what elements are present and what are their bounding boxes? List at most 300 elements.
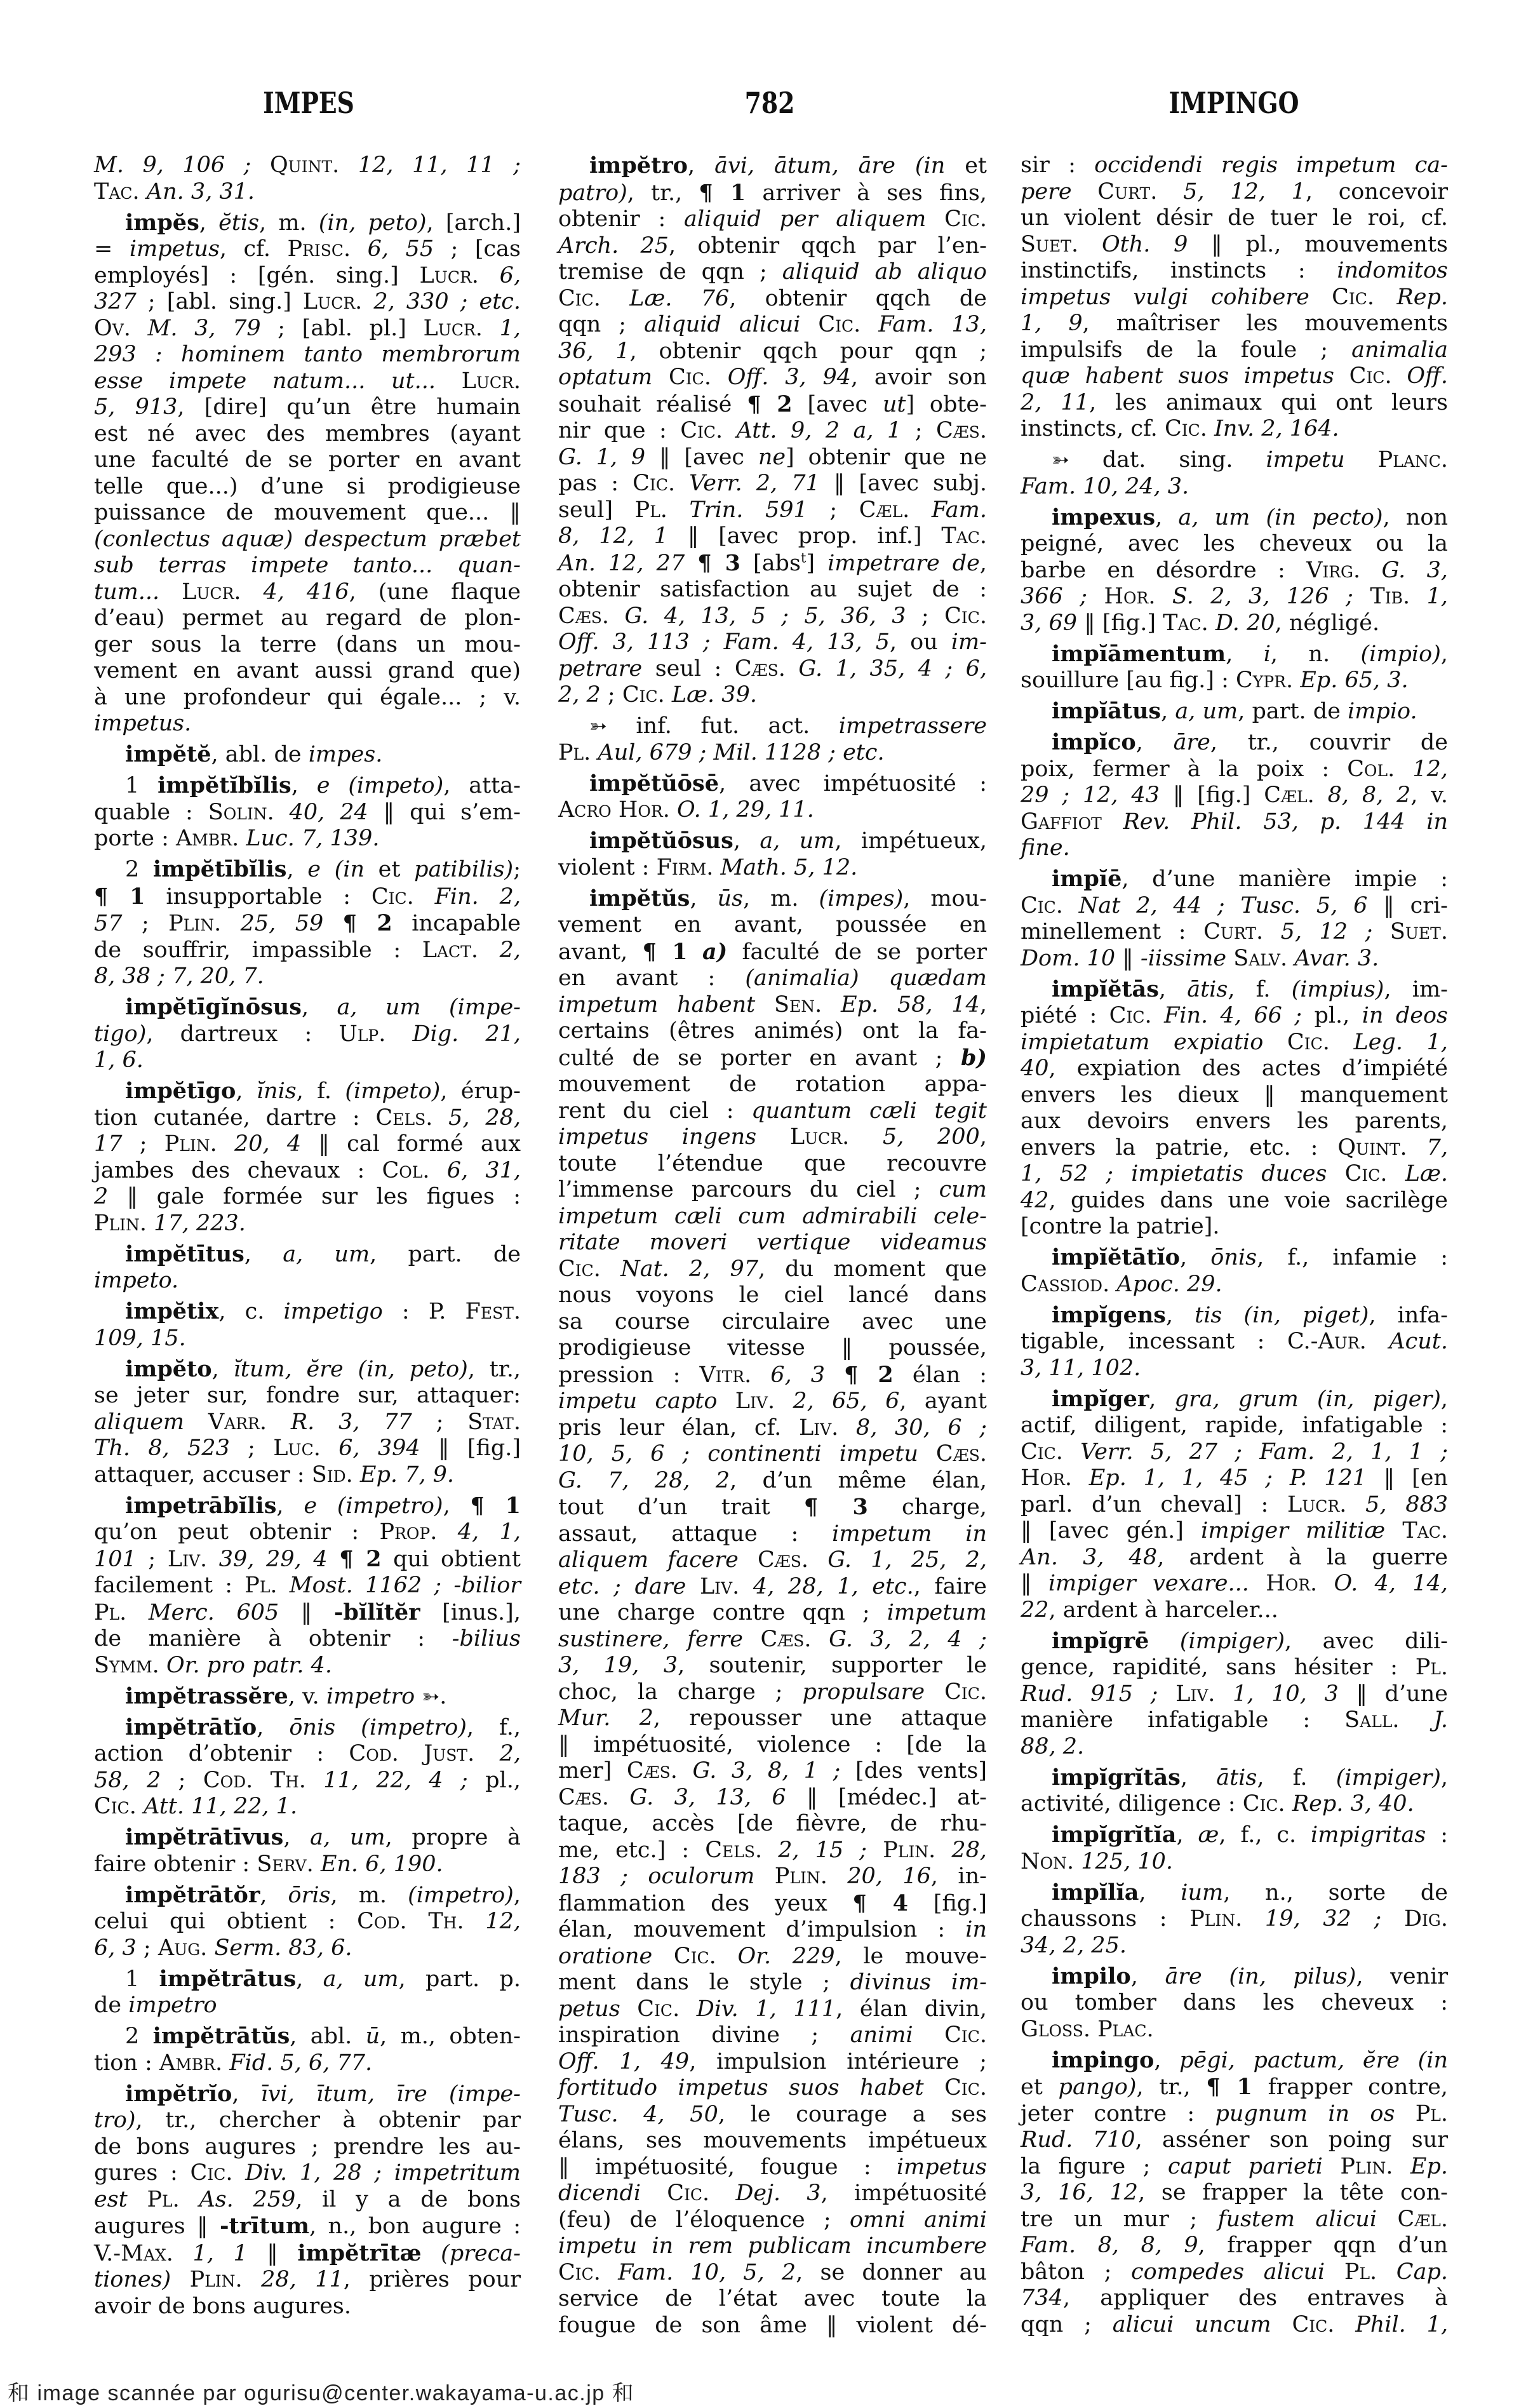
italic-text: aliquid ab aliquo [782, 259, 987, 285]
text-line: impĕtītus, a, um, part. de [125, 1240, 521, 1267]
dictionary-entry [1021, 1764, 1448, 1818]
text-line: la figure ; caput parieti Plin. Ep. [1021, 2153, 1448, 2179]
text-line [94, 1653, 521, 1679]
italic-text: Att. 11, 22, 1. [144, 1794, 298, 1819]
italic-text: tum... [94, 579, 160, 605]
author-abbreviation: Quint. [269, 152, 340, 178]
text-line: impĭātus, a, um, part. de impio. [1052, 698, 1417, 724]
dictionary-entry [558, 713, 987, 766]
italic-text: 6, 3 [94, 1935, 137, 1961]
author-abbreviation: Liv. [167, 1546, 208, 1572]
text-line: V.-Max. 1, 1 ‖ impĕtrītæ (preca- [94, 2240, 521, 2266]
italic-text: (impius) [1291, 976, 1384, 1002]
headword: impĭco [1052, 729, 1136, 755]
text-line [558, 740, 987, 767]
italic-text: āre (in, pilus) [1165, 1963, 1356, 1989]
dictionary-entry [558, 828, 987, 881]
italic-text: impetu capto [558, 1388, 718, 1414]
author-abbreviation: Pl. [1415, 2100, 1448, 2127]
italic-text: ātis [1187, 976, 1228, 1002]
text-line: certains (êtres animés) ont la fa- [558, 1018, 987, 1044]
headword: impĕtrĭo [125, 2080, 232, 2107]
sense-marker: ¶ 1 [1206, 2074, 1252, 2100]
text-line: 2, 2 ; Cic. Læ. 39. [558, 682, 757, 708]
text-line: = impetus, cf. Prisc. 6, 55 ; [cas [94, 236, 521, 262]
text-line: barbe en désordre : Virg. G. 3, [1021, 557, 1448, 583]
text-line: impĕtŭōsus, a, um, impétueux, [589, 828, 987, 854]
italic-text: im- [951, 629, 987, 655]
author-abbreviation: Cæs. [558, 603, 610, 629]
author-abbreviation: Suet. [1389, 919, 1448, 944]
text-line: aliquem Varr. R. 3, 77 ; Stat. [94, 1409, 521, 1435]
text-line: bâton ; compedes alicui Pl. Cap. [1021, 2259, 1448, 2285]
italic-text: optatum [558, 365, 653, 390]
italic-text: G. 1, 9 [558, 444, 646, 470]
italic-text: occidendi regis impetum ca- [1094, 152, 1448, 178]
author-abbreviation: Cæs. [558, 1784, 610, 1810]
sense-marker: ¶ 1 [642, 938, 688, 965]
text-line: piété : Cic. Fin. 4, 66 ; pl., in deos [1021, 1003, 1448, 1028]
text-line: Rud. 915 ; Liv. 1, 10, 3 ‖ d’une [1021, 1681, 1448, 1707]
italic-text: impetus [896, 2154, 987, 2180]
headword: impĕtĭbĭlis [157, 772, 291, 798]
text-line: obtenir : aliquid per aliquem Cic. [558, 206, 987, 232]
text-line: Hor. Ep. 1, 1, 45 ; P. 121 ‖ [en [1021, 1465, 1448, 1491]
text-line: Ov. M. 3, 79 ; [abl. pl.] Lucr. 1, [94, 315, 521, 341]
text-line: Tusc. 4, 50, le courage a ses [558, 2101, 988, 2127]
author-abbreviation: Cæl. [859, 497, 910, 523]
italic-text: 17 [94, 1131, 123, 1157]
italic-text: 1, 9 [1021, 311, 1083, 336]
sense-marker: ¶ 3 [803, 1494, 868, 1520]
italic-text: 1, [1426, 584, 1448, 609]
italic-text: 2, 65, 6 [793, 1388, 900, 1414]
text-line: tout d’un trait ¶ 3 charge, [558, 1494, 987, 1520]
italic-text: 57 [94, 911, 123, 936]
italic-text: pēgi, pactum, ĕre (in [1179, 2047, 1448, 2073]
text-line [1021, 809, 1448, 836]
author-abbreviation: Stat. [467, 1409, 521, 1435]
headword: -bĭlĭtĕr [333, 1599, 420, 1625]
text-line: (feu) de l’éloquence ; omni animi [558, 2207, 987, 2233]
arrow-icon: ➳ [422, 1683, 440, 1709]
italic-text: e (in [307, 857, 365, 882]
text-line: G. 7, 28, 2, d’un même élan, [558, 1467, 987, 1493]
text-line: [contre la patrie]. [1021, 1214, 1220, 1239]
text-line: ‖ [avec gén.] impiger militiæ Tac. [1021, 1518, 1448, 1543]
author-abbreviation: Plin. [94, 1210, 147, 1236]
italic-text: Ep. 65, 3. [1300, 668, 1409, 693]
italic-text: Off. 3, 113 ; Fam. 4, 13, 5 [558, 629, 890, 655]
italic-text: Th. 8, 523 [94, 1435, 230, 1461]
italic-text: Ep. 58, 14 [841, 991, 980, 1018]
italic-text: 28, 11 [261, 2267, 344, 2292]
italic-text: 1, 6. [94, 1047, 144, 1073]
text-line [1021, 1439, 1448, 1466]
text-line: flammation des yeux ¶ 4 [fig.] [558, 1890, 987, 1916]
italic-text: 4, 28, 1, etc. [753, 1573, 914, 1599]
dictionary-entry [1021, 504, 1448, 637]
text-line: G. 1, 9 ‖ [avec ne] obtenir que ne [558, 444, 987, 470]
italic-text: impetus vulgi cohibere [1021, 284, 1309, 310]
text-line [1021, 1272, 1448, 1298]
italic-text: (preca- [441, 2240, 521, 2266]
italic-text: 2, [499, 1741, 521, 1766]
italic-text: Or. 229 [737, 1943, 835, 1969]
text-line: tiones) Plin. 28, 11, prières pour [94, 2267, 521, 2292]
italic-text: G. 1, 35, 4 ; 6, [798, 655, 987, 682]
author-abbreviation: Cic. [1021, 892, 1063, 918]
text-line [94, 179, 521, 206]
italic-text: 734 [1021, 2285, 1063, 2311]
text-line: impĕtix, c. impetigo : P. Fest. [125, 1298, 521, 1324]
italic-text: Dom. 10 [1021, 945, 1116, 971]
author-abbreviation: Cic. [944, 603, 987, 629]
italic-text: quæ habent suos impetus [1021, 363, 1334, 389]
italic-text: 17, 223. [154, 1210, 246, 1236]
text-line: parl. d’un cheval] : Lucr. 5, 883 [1021, 1491, 1448, 1517]
headword: impĕtrātŏr [125, 1881, 260, 1908]
author-abbreviation: Cic. [669, 365, 711, 390]
headword: impĕtīgĭnōsus [125, 994, 302, 1020]
dictionary-entry [94, 1298, 521, 1352]
text-line: vement en avant aussi grand que) [94, 658, 521, 683]
text-line [1021, 363, 1448, 390]
italic-text: sub terras impete tanto... quan- [94, 553, 521, 578]
italic-text: J. [1433, 1707, 1448, 1733]
sense-marker: ¶ 1 [470, 1492, 521, 1519]
author-abbreviation: Col. [382, 1157, 430, 1183]
text-line: 734, appliquer des entraves à [1021, 2285, 1448, 2311]
italic-text: esse impete natum... ut... [94, 368, 436, 394]
italic-text: (impiger) [1336, 1764, 1441, 1791]
text-line: tigable, incessant : C.-Aur. Acut. [1021, 1329, 1448, 1354]
italic-text: An. 3, 31. [146, 178, 255, 205]
text-line: élans, ses mouvements impétueux [558, 2128, 987, 2153]
italic-text: 12, [485, 1909, 521, 1934]
text-line [1021, 1849, 1448, 1876]
dictionary-entry [1021, 2047, 1448, 2339]
text-line: ¶ 1 insupportable : Cic. Fin. 2, [94, 883, 521, 910]
author-abbreviation: Sen. [773, 991, 822, 1018]
text-line: vement en avant, poussée en [558, 912, 987, 938]
text-line: assaut, attaque : impetum in [558, 1521, 987, 1547]
author-abbreviation: Hor. [1104, 584, 1156, 609]
sense-marker: ¶ 2 [339, 1545, 382, 1572]
entry-continuation [94, 152, 521, 205]
italic-text: fustem alicui [1217, 2206, 1377, 2232]
italic-text: G. 3, 13, 6 [629, 1784, 786, 1810]
italic-text: Off. 3, 94 [727, 365, 851, 390]
text-line: Cic. Nat 2, 44 ; Tusc. 5, 6 ‖ cri- [1021, 892, 1448, 918]
italic-text: Div. 1, 111 [696, 1996, 836, 2022]
headword: impĕtŭs [589, 885, 690, 911]
text-line: seul] Pl. Trin. 591 ; Cæl. Fam. [558, 497, 987, 523]
italic-text: Div. 1, 28 ; impetritum [245, 2160, 521, 2186]
text-line [558, 1204, 987, 1230]
text-line: élan, mouvement d’impulsion : in [558, 1917, 987, 1942]
headword: impĭĕtātĭo [1052, 1244, 1181, 1270]
text-line [94, 964, 521, 990]
author-abbreviation: Vitr. [699, 1362, 752, 1388]
text-line: porte : Ambr. Luc. 7, 139. [94, 826, 380, 851]
author-abbreviation: Curt. [1097, 178, 1158, 205]
italic-text: Nat 2, 44 ; Tusc. 5, 6 [1078, 892, 1368, 918]
dictionary-entry [94, 1882, 521, 1962]
italic-text: impetum cæli cum admirabili cele- [558, 1203, 987, 1229]
italic-text: oratione [558, 1943, 653, 1969]
italic-text: 10, 5, 6 ; continenti impetu [558, 1441, 918, 1467]
italic-text: tigo) [94, 1021, 147, 1047]
text-line: attaquer, accuser : Sid. Ep. 7, 9. [94, 1462, 455, 1488]
italic-text: S. 2, 3, 126 ; [1172, 584, 1353, 609]
author-abbreviation: Cæs. [935, 1441, 987, 1467]
text-line: de impetro [94, 1993, 217, 2018]
text-line: impĭāmentum, i, n. (impio), [1052, 640, 1448, 667]
text-line: Cic. Fam. 10, 5, 2, se donner au [558, 2259, 987, 2285]
author-abbreviation: Cic. [673, 1943, 716, 1969]
text-line: à une profondeur qui égale... ; v. [94, 684, 521, 710]
text-line: 40, expiation des actes d’impiété [1021, 1056, 1448, 1081]
running-head-left: IMPES [263, 86, 354, 120]
italic-text: a, um (in pecto) [1178, 504, 1383, 530]
text-line: 3, 16, 12, se frapper la tête con- [1021, 2180, 1448, 2205]
author-abbreviation: Pl. [558, 739, 591, 765]
italic-text: O. 1, 29, 11. [676, 797, 814, 823]
text-line: dicendi Cic. Dej. 3, impétuosité [558, 2181, 987, 2206]
dictionary-entry [1021, 447, 1448, 500]
author-abbreviation: Cypr. [1236, 668, 1294, 693]
text-line: une charge contre qqn ; impetum [558, 1600, 987, 1625]
dictionary-entry [558, 770, 987, 824]
arrow-icon: ➳ [1052, 447, 1069, 472]
dictionary-entry [1021, 976, 1448, 1240]
headword: impĭger [1052, 1385, 1149, 1412]
author-abbreviation: Cic. [680, 418, 723, 443]
headword: impĕtrātus [159, 1965, 297, 1992]
text-line: impĕtīgo, ĭnis, f. (impeto), érup- [125, 1078, 521, 1104]
italic-text: 8, 30, 6 ; [855, 1415, 987, 1441]
author-abbreviation: Cic. [944, 2075, 987, 2100]
author-abbreviation: Cic. [1349, 363, 1392, 389]
text-line: ger sous la terre (dans un mou- [94, 631, 521, 657]
italic-text: ĭnis [256, 1079, 297, 1104]
italic-text: ūs [717, 885, 744, 911]
italic-text: Læ. 39. [671, 682, 757, 708]
author-abbreviation: Cic. [371, 884, 414, 910]
italic-text: G. 7, 28, 2 [558, 1467, 730, 1493]
author-abbreviation: Sid. [311, 1462, 353, 1488]
sense-marker: ¶ 2 [342, 910, 392, 936]
headword: impetrābĭlis [125, 1492, 277, 1519]
text-line: pression : Vitr. 6, 3 ¶ 2 élan : [558, 1361, 987, 1388]
italic-text: 5, 200 [882, 1124, 980, 1150]
author-abbreviation: Pl. [244, 1573, 278, 1598]
author-abbreviation: Pl. [634, 497, 667, 523]
author-abbreviation: Cod. Th. [357, 1909, 464, 1934]
author-abbreviation: Ambr. [159, 2050, 223, 2076]
text-line: sa course circulaire avec une [558, 1308, 987, 1334]
headword: impĕtīgo [125, 1078, 236, 1104]
dictionary-entry [1021, 1628, 1448, 1761]
italic-text: animi [850, 2022, 913, 2048]
italic-text: 1, 1 [192, 2240, 248, 2266]
italic-text: O. 4, 14, [1334, 1571, 1448, 1596]
text-line: optatum Cic. Off. 3, 94, avoir son [558, 365, 987, 390]
headword: impĕtĕ [125, 741, 211, 767]
italic-text: in deos [1362, 1003, 1448, 1028]
text-line: impetu capto Liv. 2, 65, 6, ayant [558, 1388, 987, 1414]
italic-text: Tusc. 4, 50 [558, 2101, 718, 2127]
author-abbreviation: Cels. [705, 1837, 763, 1863]
italic-text: 11, 22, 4 ; [323, 1767, 468, 1793]
author-abbreviation: Cod. Th. [203, 1767, 306, 1793]
italic-text: 2, [499, 937, 521, 963]
text-line: en avant : (animalia) quædam [558, 965, 987, 991]
text-line: impĕto, ĭtum, ĕre (in, peto), tr., [125, 1355, 521, 1382]
italic-text: pere [1021, 178, 1072, 205]
italic-text: -bilius [452, 1626, 521, 1651]
author-abbreviation: V.-Max. [94, 2240, 173, 2266]
italic-text: 88, 2. [1021, 1733, 1085, 1759]
italic-text: Phil. 1, [1355, 2311, 1448, 2337]
italic-text: ōris [288, 1882, 331, 1908]
text-line: rent du ciel : quantum cæli tegit [558, 1098, 987, 1124]
author-abbreviation: Ulp. [338, 1021, 386, 1047]
italic-text: pugnum in os [1215, 2100, 1395, 2127]
italic-text: En. 6, 190. [320, 1851, 443, 1877]
author-abbreviation: Cic. [633, 471, 676, 496]
italic-text: 28, [951, 1837, 987, 1863]
scan-credit-footer: 和 image scannée par ogurisu@center.wakayama-u.ac.jp 和 [8, 2381, 635, 2405]
dictionary-entry [94, 1714, 521, 1820]
text-line: nir que : Cic. Att. 9, 2 a, 1 ; Cæs. [558, 418, 988, 443]
column-left [94, 152, 521, 2320]
author-abbreviation: Hor. [1266, 1571, 1318, 1596]
text-line: Cic. Nat. 2, 97, du moment que [558, 1256, 987, 1282]
text-line: Cæs. G. 3, 13, 6 ‖ [médec.] at- [558, 1784, 987, 1810]
headword: impĭgrĭtĭa [1052, 1822, 1177, 1848]
author-abbreviation: Varr. [208, 1409, 267, 1435]
text-line: impulsifs de la foule ; animalia [1021, 337, 1448, 363]
running-head-right: IMPINGO [1168, 86, 1299, 120]
subsense-label: a) [702, 938, 728, 965]
text-line: impexus, a, um (in pecto), non [1052, 504, 1448, 530]
headword: impĕtībĭlis [152, 856, 287, 882]
text-line: et pango), tr., ¶ 1 frapper contre, [1021, 2074, 1448, 2100]
text-line: 22, ardent à harceler... [1021, 1597, 1278, 1623]
italic-text: (conlectus aquæ) despectum præbet [94, 526, 521, 552]
superscript: t [800, 549, 807, 565]
text-line: 1 impĕtĭbĭlis, e (impeto), atta- [125, 772, 521, 798]
text-line: facilement : Pl. Most. 1162 ; -bilior [94, 1573, 521, 1598]
author-abbreviation: Plin. [164, 1131, 217, 1157]
text-line: tum... Lucr. 4, 416, (une flaque [94, 579, 521, 605]
dictionary-entry [94, 1241, 521, 1294]
author-abbreviation: Cæl. [1264, 783, 1315, 808]
text-line: 2, 11, les animaux qui ont leurs [1021, 389, 1448, 415]
italic-text: Math. 5, 12. [720, 854, 858, 880]
text-line: tion : Ambr. Fid. 5, 6, 77. [94, 2050, 373, 2076]
dictionary-entry [1021, 1244, 1448, 1298]
dictionary-entry [94, 210, 521, 737]
author-abbreviation: Pl. [1415, 1655, 1448, 1680]
italic-text: Arch. 25 [558, 232, 669, 259]
italic-text: 5, 913 [94, 394, 178, 420]
italic-text: 6, 55 [367, 236, 434, 262]
text-line: envers la patrie, etc. : Quint. 7, [1021, 1134, 1448, 1160]
text-line: jeter contre : pugnum in os Pl. [1021, 2100, 1448, 2127]
author-abbreviation: Liv. [735, 1388, 775, 1414]
italic-text: Luc. 7, 139. [246, 826, 380, 851]
dictionary-entry [94, 772, 521, 852]
headword: impexus [1052, 504, 1156, 530]
text-line [1021, 474, 1448, 501]
text-line: petus Cic. Div. 1, 111, élan divin, [558, 1996, 987, 2022]
headword: impĭātus [1052, 698, 1162, 724]
text-line: impĕtrātŏr, ōris, m. (impetro), [125, 1881, 521, 1908]
italic-text: quantum cæli tegit [751, 1098, 987, 1124]
sense-marker: ¶ 1 [94, 883, 145, 910]
italic-text: 12, 11, 11 ; [358, 152, 521, 178]
author-abbreviation: Lact. [422, 937, 478, 963]
text-line: manière infatigable : Sall. J. [1021, 1707, 1448, 1733]
italic-text: 39, 29, 4 [218, 1546, 328, 1572]
text-line: impĭē, d’une manière impie : [1052, 866, 1448, 892]
italic-text: impetus [129, 236, 220, 262]
italic-text: est [94, 2186, 128, 2212]
italic-text: 7, [1426, 1134, 1448, 1160]
text-line: qqn ; alicui uncum Cic. Phil. 1, [1021, 2311, 1448, 2337]
italic-text: 183 ; oculorum [558, 1864, 755, 1889]
italic-text: Trin. 591 [689, 497, 808, 523]
text-line: gence, rapidité, sans hésiter : Pl. [1021, 1655, 1448, 1680]
text-line: An. 3, 48, ardent à la guerre [1021, 1544, 1449, 1570]
italic-text: 5, 12, 1 [1183, 178, 1306, 205]
italic-text: pango) [1058, 2074, 1137, 2100]
italic-text: aliquem [94, 1409, 185, 1435]
author-abbreviation: Tac. [94, 178, 140, 205]
text-line: An. 12, 27 ¶ 3 [abs$^t$] impetrare de, [558, 549, 987, 576]
italic-text: 29 ; 12, 43 [1021, 783, 1160, 808]
italic-text: impetro [326, 1683, 415, 1709]
text-line: Pl. Merc. 605 ‖ -bĭlĭtĕr [inus.], [94, 1599, 521, 1625]
text-line: se jeter sur, fondre sur, attaquer: [94, 1383, 521, 1408]
text-line: puissance de mouvement que... ‖ [94, 500, 521, 525]
column-right [1021, 152, 1448, 2338]
author-abbreviation: Pl. [1344, 2259, 1377, 2285]
text-line: instinctifs, instincts : indomitos [1021, 258, 1448, 283]
text-line: quable : Solin. 40, 24 ‖ qui s’em- [94, 799, 521, 825]
text-line [558, 1547, 987, 1574]
text-line: 101 ; Liv. 39, 29, 4 ¶ 2 qui obtient [94, 1545, 521, 1572]
italic-text: ōnis (impetro) [289, 1714, 467, 1740]
headword: impĕtro [589, 152, 688, 178]
text-line: taque, accès [de fièvre, de rhu- [558, 1811, 987, 1836]
text-line: de bons augures ; prendre les au- [94, 2134, 521, 2160]
italic-text: 5, 28, [448, 1105, 521, 1131]
text-line: tremise de qqn ; aliquid ab aliquo [558, 259, 987, 285]
author-abbreviation: Col. [1347, 756, 1395, 782]
italic-text: (impeto) [345, 1079, 441, 1104]
dictionary-entry [94, 1356, 521, 1489]
text-line: tre un mur ; fustem alicui Cæl. [1021, 2206, 1448, 2232]
text-line: avoir de bons augures. [94, 2293, 351, 2319]
author-abbreviation: Cassiod. [1021, 1271, 1110, 1297]
text-line: 5, 913, [dire] qu’un être humain [94, 394, 521, 420]
author-abbreviation: Plin. [168, 911, 222, 936]
text-line: etc. ; dare Liv. 4, 28, 1, etc., faire [558, 1573, 987, 1599]
